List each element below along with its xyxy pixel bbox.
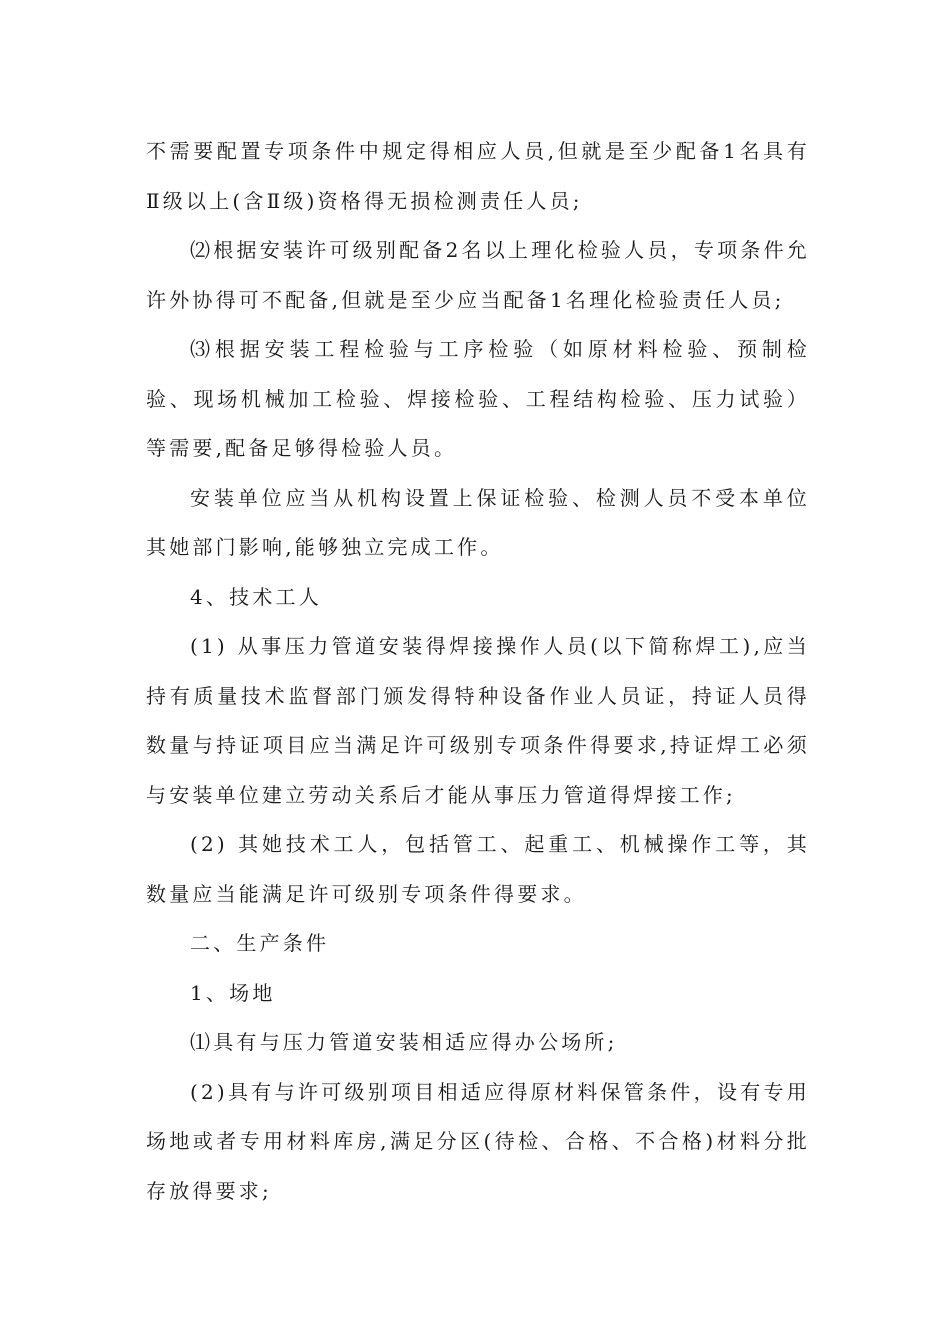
document-page [146,127,810,1216]
section-heading-production-conditions: 二、生产条件 [190,931,330,955]
paragraph-5: (1) 从事压力管道安装得焊接操作人员(以下简称焊工),应当持有质量技术监督部门颁发得特种设备作业人员证，持证人员得数量与持证项目应当满足许可级别专项条件得要求,持证焊工必须与安装单位建立劳动关系后才能从事压力管道得焊接工作; [146,634,810,807]
paragraph-3: ⑶根据安装工程检验与工序检验（如原材料检验、预制检验、现场机械加工检验、焊接检验、工程结构检验、压力试验）等需要,配备足够得检验人员。 [146,337,810,460]
paragraph-4: 安装单位应当从机构设置上保证检验、检测人员不受本单位其她部门影响,能够独立完成工作。 [146,485,810,559]
paragraph-7: ⑴具有与压力管道安装相适应得办公场所; [190,1030,618,1054]
section-heading-site: 1、场地 [190,980,276,1005]
paragraph-6: (2) 其她技术工人，包括管工、起重工、机械操作工等，其数量应当能满足许可级别专项条件得要求。 [146,832,810,906]
paragraph-8: (2)具有与许可级别项目相适应得原材料保管条件，设有专用场地或者专用材料库房,满足分区(待检、合格、不合格)材料分批存放得要求; [146,1079,810,1203]
paragraph-1: 不需要配置专项条件中规定得相应人员,但就是至少配备1名具有Ⅱ级以上(含Ⅱ级)资格得无损检测责任人员; [146,139,810,213]
paragraph-2: ⑵根据安装许可级别配备2名以上理化检验人员，专项条件允许外协得可不配备,但就是至少应当配备1名理化检验责任人员; [146,238,810,312]
section-heading-technical-workers: 4、技术工人 [190,584,322,609]
